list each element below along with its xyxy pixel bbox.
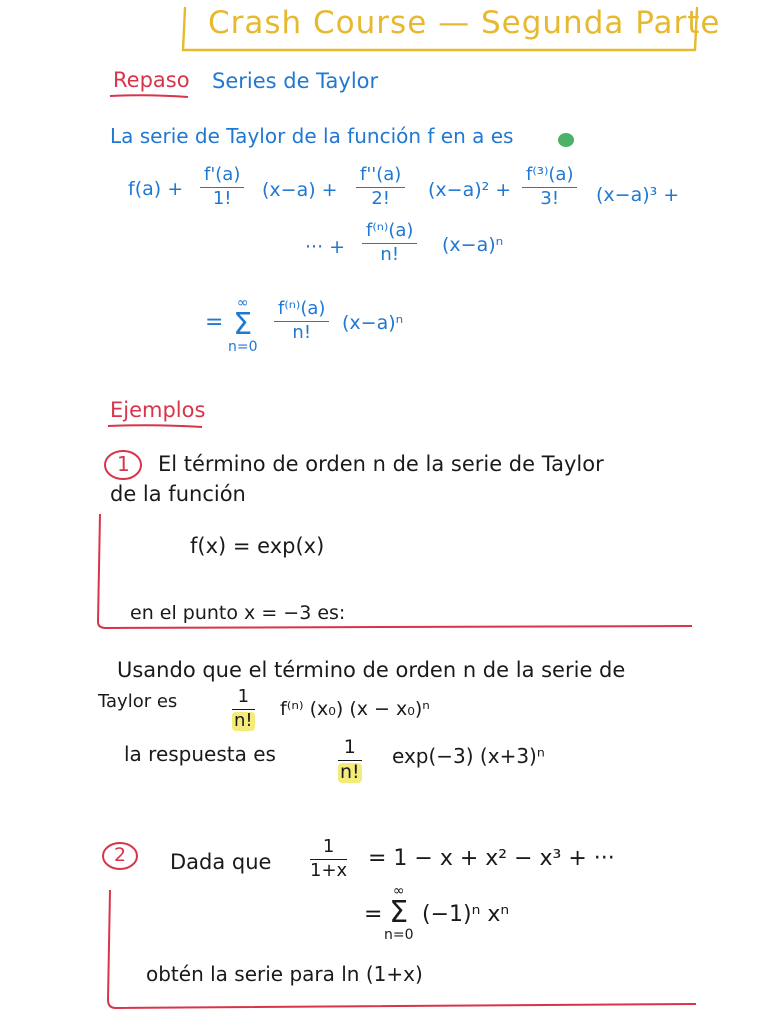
fraction-sum-num: f⁽ⁿ⁾(a) xyxy=(278,298,326,319)
solution-formula: f⁽ⁿ⁾ (x₀) (x − x₀)ⁿ xyxy=(280,698,430,720)
fraction-f3 xyxy=(522,166,577,209)
solution-line2: Taylor es xyxy=(98,691,178,712)
sum-power: (x−a)ⁿ xyxy=(342,312,404,334)
example1-line2: de la función xyxy=(110,482,246,506)
ejemplos-underline xyxy=(106,422,206,430)
answer-fraction xyxy=(338,738,362,783)
fraction-f2 xyxy=(356,166,405,209)
example1-point: en el punto x = −3 es: xyxy=(130,602,346,624)
sum-symbol xyxy=(228,296,258,354)
answer-label: la respuesta es xyxy=(124,742,276,766)
example2-fraction-den: 1+x xyxy=(310,859,348,881)
fraction-f3-den: 3! xyxy=(540,187,560,209)
sum-upper: ∞ xyxy=(236,295,249,311)
taylor-intro: La serie de Taylor de la función f en a es xyxy=(110,124,514,148)
answer-fraction-num: 1 xyxy=(343,736,356,758)
example2-bracket xyxy=(100,883,700,1014)
a-symbol-highlight xyxy=(558,133,574,147)
example2-series: = 1 − x + x² − x³ + ··· xyxy=(368,846,615,871)
example1-number: 1 xyxy=(117,452,130,476)
example2-sum-lower: n=0 xyxy=(384,927,414,943)
fraction-sum-den: n! xyxy=(292,321,312,343)
series-powern: (x−a)ⁿ xyxy=(442,234,504,256)
repaso-label: Repaso xyxy=(113,68,190,92)
answer-expression: exp(−3) (x+3)ⁿ xyxy=(392,744,545,768)
answer-fraction-den: n! xyxy=(340,760,360,783)
example2-fraction-num: 1 xyxy=(322,836,335,857)
fraction-f2-num: f''(a) xyxy=(360,164,402,185)
fraction-f1-num: f'(a) xyxy=(204,164,241,185)
repaso-underline xyxy=(108,92,190,100)
fraction-f2-den: 2! xyxy=(371,187,390,209)
sum-lower: n=0 xyxy=(228,339,258,355)
series-power3: (x−a)³ + xyxy=(596,184,680,206)
example1-function: f(x) = exp(x) xyxy=(190,534,325,558)
example2-sigma: Σ xyxy=(389,895,409,930)
example2-sum-term: (−1)ⁿ xⁿ xyxy=(422,902,510,927)
solution-line1: Usando que el término de orden n de la serie de xyxy=(117,658,626,682)
example2-fraction xyxy=(310,838,347,881)
fraction-f1 xyxy=(200,166,244,209)
example1-line1: El término de orden n de la serie de Taylor xyxy=(158,452,604,476)
series-power1: (x−a) + xyxy=(262,179,338,201)
solution-fraction xyxy=(232,688,255,731)
series-power2: (x−a)² + xyxy=(428,179,512,201)
fraction-sum xyxy=(274,300,329,343)
example2-sum-upper: ∞ xyxy=(392,883,405,899)
solution-fraction-num: 1 xyxy=(237,686,250,707)
example2-number: 2 xyxy=(114,844,127,866)
solution-fraction-den: n! xyxy=(234,709,253,731)
sigma: Σ xyxy=(233,307,253,342)
fraction-fn-num: f⁽ⁿ⁾(a) xyxy=(366,220,414,241)
series-term0: f(a) + xyxy=(128,178,184,200)
example2-sum-equals: = xyxy=(364,902,383,927)
fraction-f3-num: f⁽³⁾(a) xyxy=(526,164,574,185)
sum-equals: = xyxy=(205,310,224,335)
example2-task: obtén la serie para ln (1+x) xyxy=(146,962,423,986)
ejemplos-label: Ejemplos xyxy=(110,398,206,422)
fraction-f1-den: 1! xyxy=(212,187,232,209)
fraction-fn xyxy=(362,222,417,265)
example2-given: Dada que xyxy=(170,850,272,874)
repaso-topic: Series de Taylor xyxy=(212,69,379,93)
fraction-fn-den: n! xyxy=(380,243,400,265)
series-dots: ··· + xyxy=(305,236,346,258)
page-title: Crash Course — Segunda Parte xyxy=(208,5,721,41)
